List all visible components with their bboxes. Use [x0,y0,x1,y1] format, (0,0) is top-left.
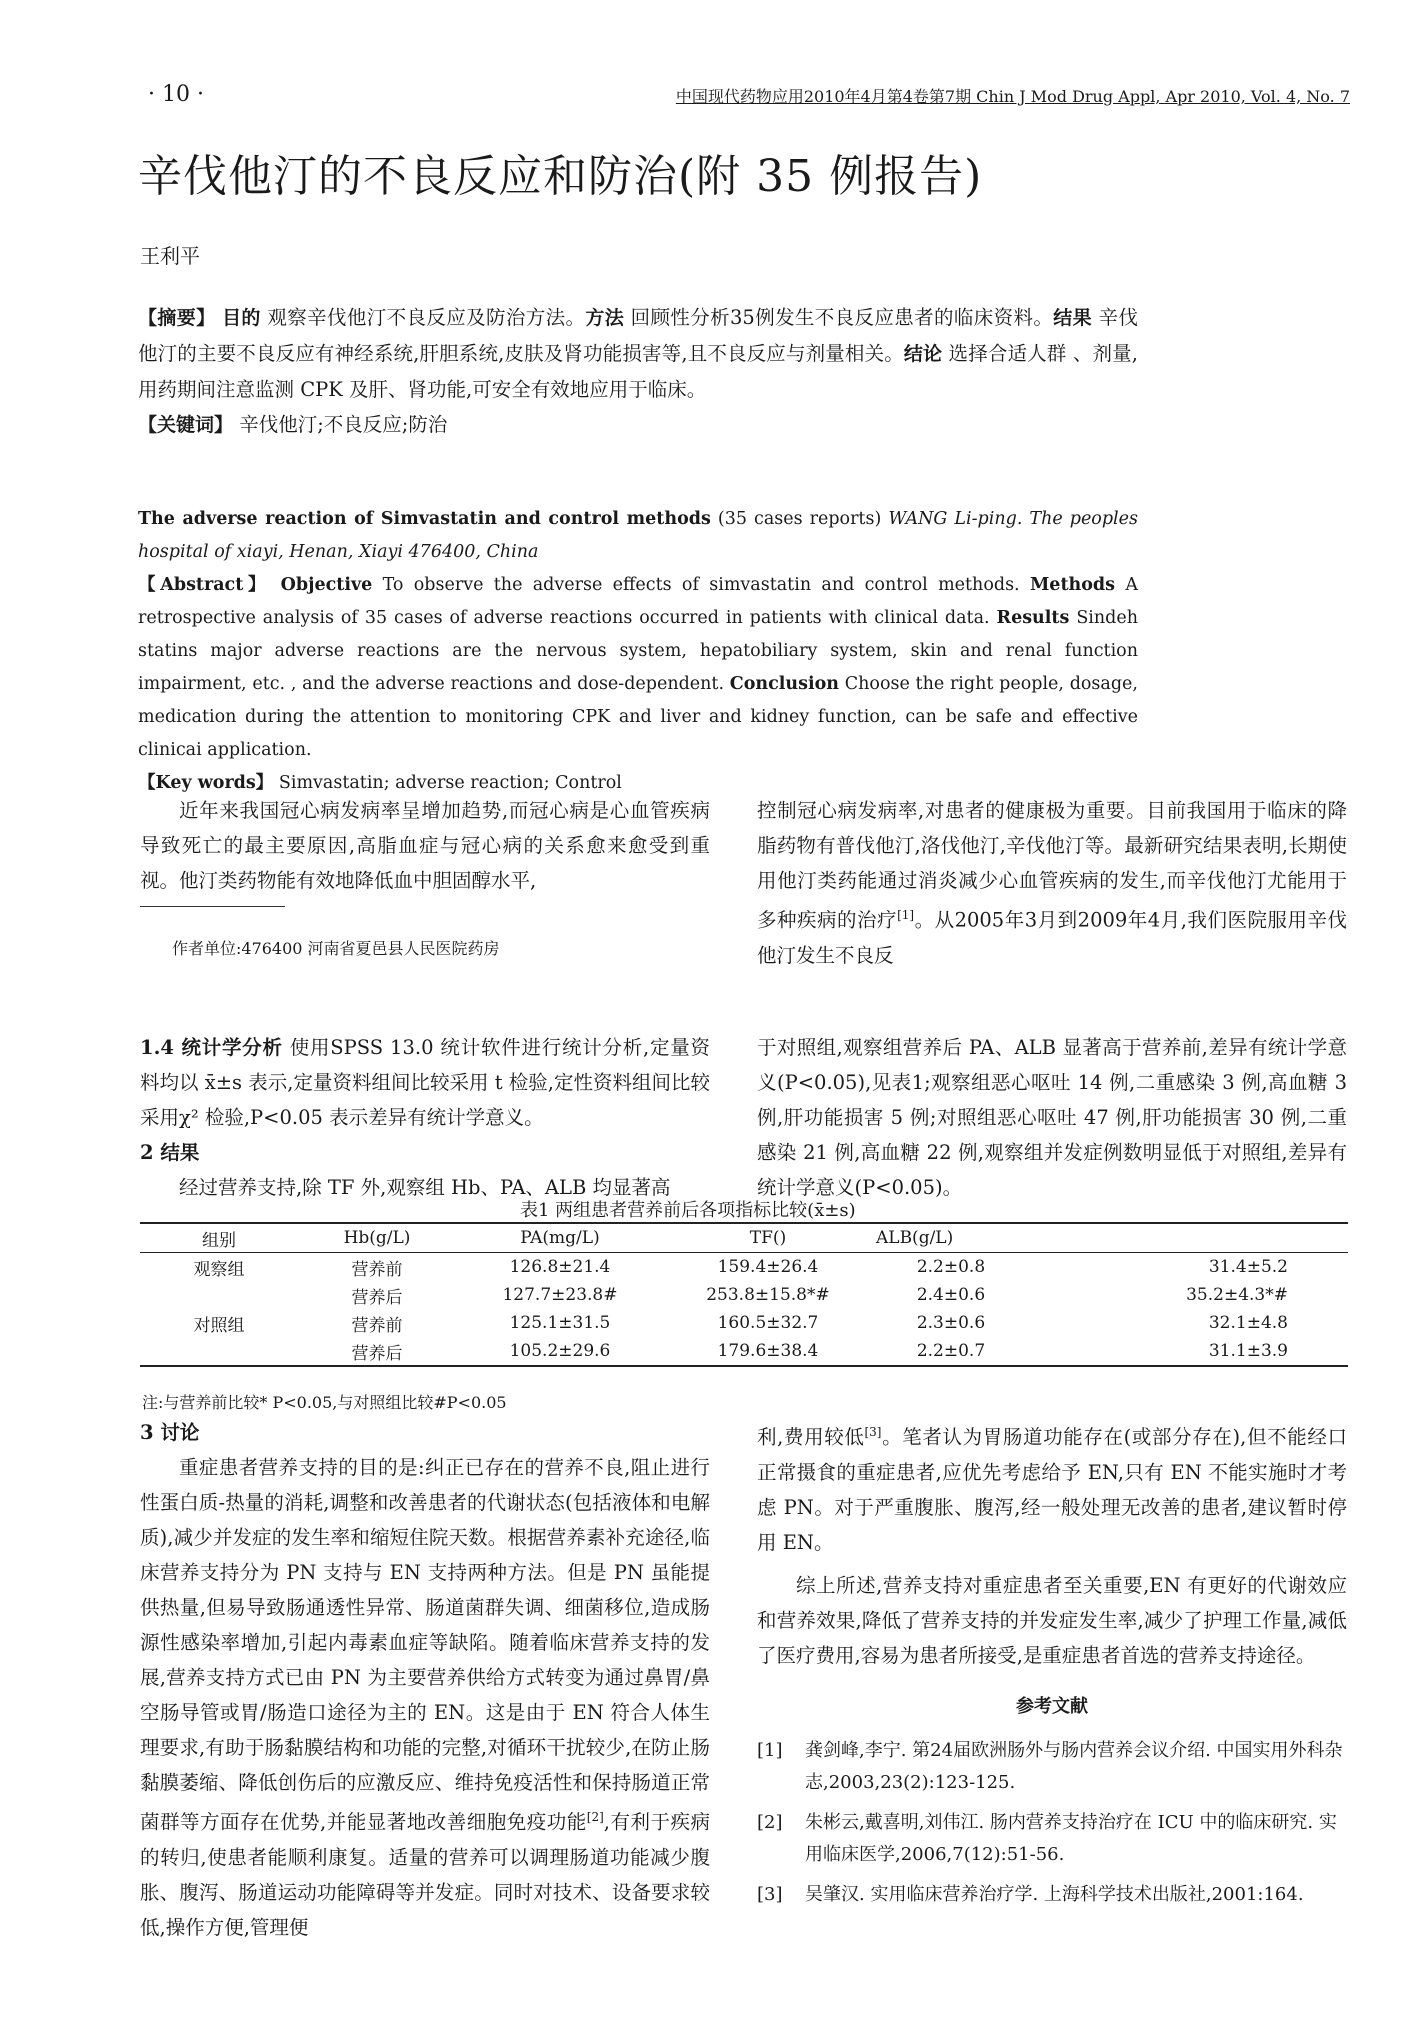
reference-item [757,1735,1347,1799]
reference-text: 朱彬云,戴喜明,刘伟江. 肠内营养支持治疗在 ICU 中的临床研究. 实用临床医学,2006,7(12):51-56. [805,1812,1337,1865]
discussion-left-column [140,1415,710,1945]
table-cell: 2.3±0.6 [916,1313,986,1333]
section-1-4-heading: 1.4 统计学分析 [140,1036,283,1059]
table-cell: 127.7±23.8# [502,1285,618,1305]
table-cell [140,1337,298,1366]
reference-number: [3] [757,1884,783,1905]
discussion-right-text-a: 利,费用较低 [757,1425,865,1449]
reference-text: 龚剑峰,李宁. 第24届欧洲肠外与肠内营养会议介绍. 中国实用外科杂志,2003,23(2):123-125. [805,1740,1343,1793]
reference-text: 吴肇汉. 实用临床营养治疗学. 上海科学技术出版社,2001:164. [805,1884,1304,1905]
table-cell: 35.2±4.3*# [1186,1285,1288,1305]
section-1-4 [140,1030,710,1135]
table-cell: 营养前 [351,1259,403,1280]
table-cell: 126.8±21.4 [509,1257,611,1277]
references-list [757,1735,1347,1919]
journal-citation: 中国现代药物应用2010年4月第4卷第7期 Chin J Mod Drug Appl, Apr 2010, Vol. 4, No. 7 [675,87,1350,106]
discussion-heading: 3 讨论 [140,1421,200,1444]
table-header-cell: 组别 [140,1223,298,1253]
en-conclusion-text: Choose the right people, dosage, medication during the attention to monitoring CPK and liver and kidney function, can be safe and effective clinicai application. [138,674,1138,760]
table-header-cell: Hb(g/L) [298,1223,456,1253]
results-label: 结果 [1053,307,1092,329]
table-cell: 105.2±29.6 [456,1337,664,1366]
table-header-cell [1030,1223,1348,1253]
table-cell: 营养后 [298,1337,456,1366]
table-row [140,1337,1348,1366]
page-number: · 10 · [148,82,204,107]
results-text: 辛伐他汀的主要不良反应有神经系统,肝胆系统,皮肤及肾功能损害等,且不良反应与剂量相关。 [138,306,1138,365]
methods-label: 方法 [585,307,625,329]
table-header-row [140,1223,1348,1253]
en-abstract-label: 【Abstract】 [138,575,271,595]
conclusion-text: 选择合适人群 、剂量,用药期间注意监测 CPK 及肝、肾功能,可安全有效地应用于临床。 [138,342,1138,401]
section-2-heading [140,1135,710,1170]
en-results-label: Results [996,608,1070,628]
en-abstract-body [138,569,1138,767]
reference-item [757,1807,1347,1871]
en-title-line [138,503,1138,569]
table-cell: 160.5±32.7 [717,1313,819,1333]
table-cell: 观察组 [193,1259,245,1280]
discussion-text-b: ,有利于疾病的转归,使患者能顺利康复。适量的营养可以调理肠道功能减少腹胀、腹泻、肠道运动功能障碍等并发症。同时对技术、设备要求较低,操作方便,管理便 [140,1810,710,1939]
footnote-rule [140,906,285,907]
en-title-suffix: (35 cases reports) [717,509,882,529]
table-cell: 2.4±0.6 [916,1285,986,1305]
table-cell: 2.2±0.8 [916,1257,986,1277]
discussion-text-a: 重症患者营养支持的目的是:纠正已存在的营养不良,阻止进行性蛋白质-热量的消耗,调整和改善患者的代谢状态(包括液体和电解质),减少并发症的发生率和缩短住院天数。根据营养素补充途径,临床营养支持分为 PN 支持与 EN 支持两种方法。但是 PN 虽能提供热量,但易导致肠通透性异常、肠道菌群失调、细菌移位,造成肠源性感染率增加,引起内毒素血症等缺陷。随着临床营养支持的发展,营养支持方式已由 PN 为主要营养供给方式转变为通过鼻胃/鼻空肠导管或胃/肠造口途径为主的 EN。这是由于 EN 符合人体生理要求,有助于肠黏膜结构和功能的完整,对循环干扰较少,在防止肠黏膜萎缩、降低创伤后的应激反应、维持免疫活性和保持肠道正常菌群等方面存在优势,并能显著地改善细胞免疫功能 [140,1456,710,1834]
discussion-paragraph-1 [140,1450,710,1945]
table-row [140,1281,1348,1309]
section-2-text-left: 经过营养支持,除 TF 外,观察组 Hb、PA、ALB 均显著高 [179,1176,671,1199]
en-affiliation: WANG Li-ping. The peoples hospital of xiayi, Henan, Xiayi 476400, China [138,509,1138,562]
intro-left-column: 近年来我国冠心病发病率呈增加趋势,而冠心病是心血管疾病导致死亡的最主要原因,高脂血症与冠心病的关系愈来愈受到重视。他汀类药物能有效地降低血中胆固醇水平, [140,799,710,892]
reference-number: [1] [757,1740,783,1761]
table-cell: 营养后 [351,1287,403,1308]
results-heading: 2 结果 [140,1141,200,1164]
en-keywords-label: 【Key words】 [138,773,274,793]
table-cell: 对照组 [193,1315,245,1336]
section-left-column [140,1030,710,1205]
keywords-cn-label: 【关键词】 [138,414,234,436]
citation-3: [3] [864,1425,882,1439]
discussion-paragraph-3: 综上所述,营养支持对重症患者至关重要,EN 有更好的代谢效应和营养效果,降低了营养支持的并发症发生率,减少了护理工作量,减低了医疗费用,容易为患者所接受,是重症患者首选的营养支持途径。 [757,1573,1347,1667]
table-cell: 125.1±31.5 [509,1313,611,1333]
discussion-paragraph-2 [757,1415,1347,1560]
abstract-chinese [138,300,1138,443]
table-cell: 179.6±38.4 [664,1337,872,1366]
en-methods-text: A retrospective analysis of 35 cases of adverse reactions occurred in patients with clinical data. [138,575,1138,628]
en-methods-label: Methods [1029,575,1116,595]
abstract-english [138,503,1138,800]
section-1-4-text: 使用SPSS 13.0 统计软件进行统计分析,定量资料均以 x̄±s 表示,定量资料组间比较采用 t 检验,定性资料组间比较采用χ² 检验,P<0.05 表示差异有统计学意义。 [140,1036,710,1129]
reference-item [757,1879,1347,1911]
conclusion-label: 结论 [903,343,943,365]
intro-right-text-a: 控制冠心病发病率,对患者的健康极为重要。目前我国用于临床的降脂药物有普伐他汀,洛伐他汀,辛伐他汀等。最新研究结果表明,长期使用他汀类药能通过消炎减少心血管疾病的发生,而辛伐他汀尤能用于多种疾病的治疗 [757,799,1347,932]
en-conclusion-label: Conclusion [729,674,840,694]
table-cell: 253.8±15.8*# [706,1285,830,1305]
table-cell [140,1281,298,1309]
en-results-text: Sindeh statins major adverse reactions are the nervous system, hepatobiliary system, skin and renal function impairment, etc. , and the adverse reactions and dose-dependent. [138,608,1138,694]
methods-text: 回顾性分析35例发生不良反应患者的临床资料。 [630,306,1054,329]
intro-right-text-b: 。从2005年3月到2009年4月,我们医院服用辛伐他汀发生不良反 [757,908,1347,967]
keywords-cn-text: 辛伐他汀;不良反应;防治 [239,413,448,436]
en-objective-text: To observe the adverse effects of simvastatin and control methods. [382,575,1020,595]
table-header-cell: ALB(g/L) [872,1223,1030,1253]
discussion-heading-wrap [140,1415,710,1450]
objective-text: 观察辛伐他汀不良反应及防治方法。 [267,306,586,329]
discussion-right-column [757,1415,1347,1673]
table-cell: 2.2±0.7 [872,1337,1030,1366]
objective-label: 目的 [222,307,261,329]
reference-number: [2] [757,1812,783,1833]
article-title: 辛伐他汀的不良反应和防治(附 35 例报告) [138,151,983,202]
en-keywords-text: Simvastatin; adverse reaction; Control [278,773,622,793]
en-objective-label: Objective [280,575,373,595]
table-note: 注:与营养前比较* P<0.05,与对照组比较#P<0.05 [142,1393,507,1412]
citation-2: [2] [586,1810,604,1824]
table-header-cell: TF() [664,1223,872,1253]
author-name: 王利平 [140,244,200,268]
references-heading: 参考文献 [1016,1696,1088,1717]
author-unit: 作者单位:476400 河南省夏邑县人民医院药房 [172,939,500,958]
en-title: The adverse reaction of Simvastatin and control methods [138,509,711,529]
intro-right-column [757,793,1347,973]
table-row [140,1253,1348,1282]
table-header-cell: PA(mg/L) [456,1223,664,1253]
table-cell: 159.4±26.4 [717,1257,819,1277]
data-table [140,1222,1348,1367]
table-cell: 32.1±4.8 [1208,1313,1288,1333]
table-row [140,1309,1348,1337]
table-cell: 营养前 [351,1315,403,1336]
page-header [142,80,1350,108]
citation-1: [1] [897,908,915,922]
discussion-right-text-b: 。笔者认为胃肠道功能存在(或部分存在),但不能经口正常摄食的重症患者,应优先考虑给予 EN,只有 EN 不能实施时才考虑 PN。对于严重腹胀、腹泻,经一般处理无改善的患者,建议暂时停用 EN。 [757,1425,1347,1554]
table-cell: 31.1±3.9 [1030,1337,1348,1366]
keywords-cn [138,407,1138,443]
section-2-text-right: 于对照组,观察组营养后 PA、ALB 显著高于营养前,差异有统计学意义(P<0.05),见表1;观察组恶心呕吐 14 例,二重感染 3 例,高血糖 3 例,肝功能损害 5 例;对照组恶心呕吐 47 例,肝功能损害 30 例,二重感染 21 例,高血糖 22 例,观察组并发症例数明显低于对照组,差异有统计学意义(P<0.05)。 [757,1036,1347,1199]
table-cell: 31.4±5.2 [1208,1257,1288,1277]
abstract-cn-body [138,300,1138,407]
table-caption: 表1 两组患者营养前后各项指标比较(x̄±s) [520,1200,856,1221]
abstract-cn-label: 【摘要】 [138,307,216,329]
